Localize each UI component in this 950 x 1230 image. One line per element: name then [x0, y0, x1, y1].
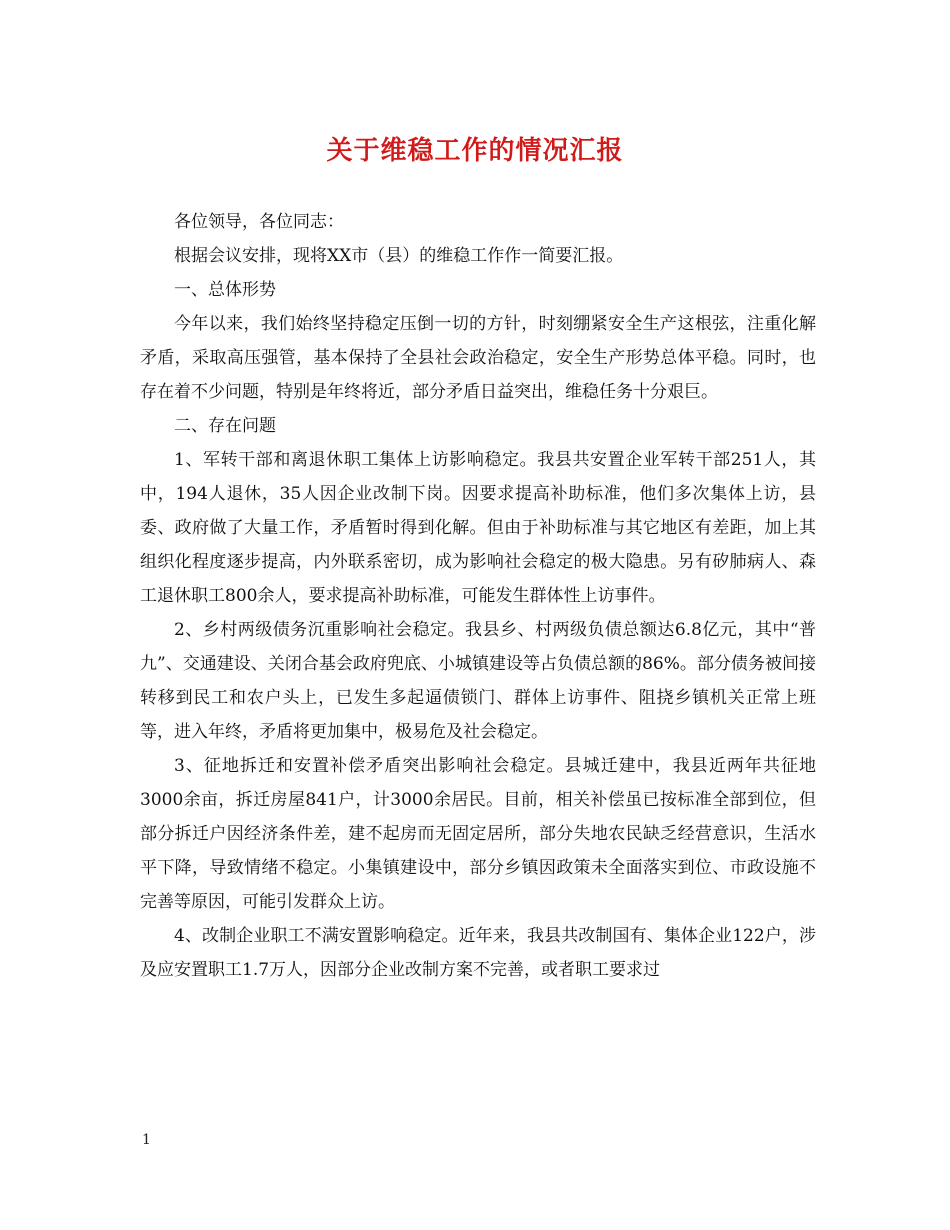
- document-title: 关于维稳工作的情况汇报: [326, 136, 624, 166]
- intro-paragraph: 根据会议安排，现将XX市（县）的维稳工作作一简要汇报。: [174, 246, 624, 266]
- document-body: [140, 205, 816, 987]
- paragraph-problem-2: 2、乡村两级债务沉重影响社会稳定。我县乡、村两级负债总额达6.8亿元，其中“普九”、交通建设、关闭合基会政府兜底、小城镇建设等占负债总额的86%。部分债务被间接转移到民工和农户头上，已发生多起逼债锁门、群体上访事件、阻挠乡镇机关正常上班等，进入年终，矛盾将更加集中，极易危及社会稳定。: [140, 620, 816, 742]
- page-number: 1: [142, 1132, 151, 1148]
- section-heading-overall: 一、总体形势: [174, 280, 276, 300]
- paragraph-problem-4: 4、改制企业职工不满安置影响稳定。近年来，我县共改制国有、集体企业122户，涉及应安置职工1.7万人，因部分企业改制方案不完善，或者职工要求过: [140, 926, 816, 980]
- paragraph-problem-1: 1、军转干部和离退休职工集体上访影响稳定。我县共安置企业军转干部251人，其中，194人退休，35人因企业改制下岗。因要求提高补助标准，他们多次集体上访，县委、政府做了大量工作，矛盾暂时得到化解。但由于补助标准与其它地区有差距，加上其组织化程度逐步提高，内外联系密切，成为影响社会稳定的极大隐患。另有矽肺病人、森工退休职工800余人，要求提高补助标准，可能发生群体性上访事件。: [140, 450, 816, 606]
- section-heading-problems: 二、存在问题: [174, 416, 276, 436]
- salutation: 各位领导，各位同志：: [174, 212, 344, 232]
- paragraph-problem-3: 3、征地拆迁和安置补偿矛盾突出影响社会稳定。县城迁建中，我县近两年共征地3000余亩，拆迁房屋841户，计3000余居民。目前，相关补偿虽已按标准全部到位，但部分拆迁户因经济条件差，建不起房而无固定居所，部分失地农民缺乏经营意识，生活水平下降，导致情绪不稳定。小集镇建设中，部分乡镇因政策未全面落实到位、市政设施不完善等原因，可能引发群众上访。: [140, 756, 816, 912]
- paragraph-overall-situation: 今年以来，我们始终坚持稳定压倒一切的方针，时刻绷紧安全生产这根弦，注重化解矛盾，采取高压强管，基本保持了全县社会政治稳定，安全生产形势总体平稳。同时，也存在着不少问题，特别是年终将近，部分矛盾日益突出，维稳任务十分艰巨。: [140, 314, 816, 402]
